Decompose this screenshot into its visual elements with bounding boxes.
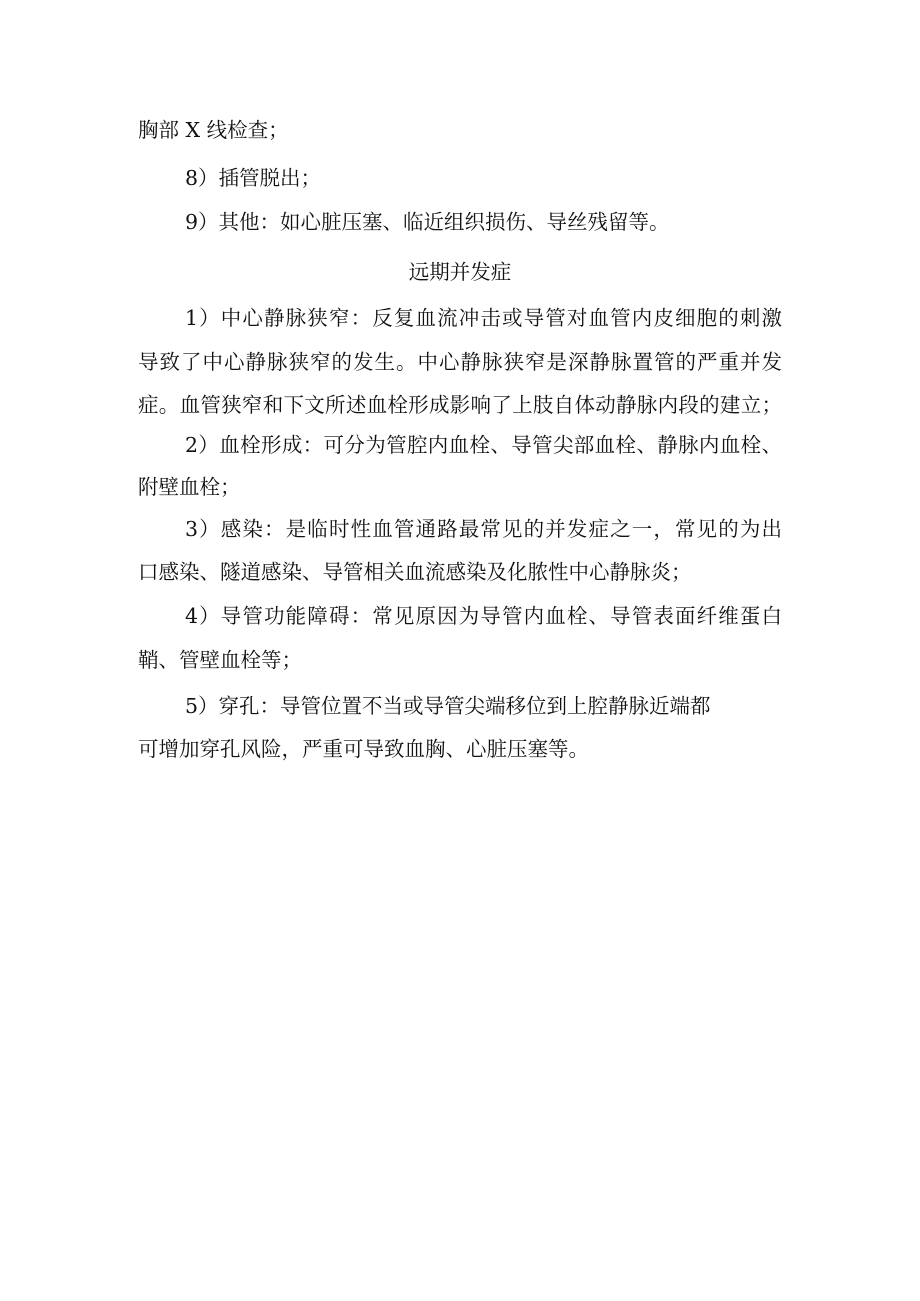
list-item-2-line-1: 2）血栓形成：可分为管腔内血栓、导管尖部血栓、静脉内血栓、 [185, 433, 782, 457]
list-item-1-line-3: 症。血管狭窄和下文所述血栓形成影响了上肢自体动静脉内段的建立； [138, 393, 782, 417]
list-item-8: 8）插管脱出； [185, 166, 322, 190]
list-item-1-line-1: 1）中心静脉狭窄：反复血流冲击或导管对血管内皮细胞的刺激 [185, 306, 782, 330]
list-item-5-line-1: 5）穿孔：导管位置不当或导管尖端移位到上腔静脉近端都 [185, 694, 711, 718]
text-line-chest-xray: 胸部 X 线检查； [138, 118, 289, 142]
list-item-9: 9）其他：如心脏压塞、临近组织损伤、导丝残留等。 [185, 210, 670, 234]
list-item-3-line-1: 3）感染：是临时性血管通路最常见的并发症之一，常见的为出 [185, 517, 782, 541]
list-item-4-line-1: 4）导管功能障碍：常见原因为导管内血栓、导管表面纤维蛋白 [185, 604, 782, 628]
list-item-5-line-2: 可增加穿孔风险，严重可导致血胸、心脏压塞等。 [138, 737, 589, 761]
section-heading: 远期并发症 [408, 260, 512, 284]
list-item-3-line-2: 口感染、隧道感染、导管相关血流感染及化脓性中心静脉炎； [138, 560, 692, 584]
list-item-4-line-2: 鞘、管壁血栓等； [138, 648, 302, 672]
list-item-1-line-2: 导致了中心静脉狭窄的发生。中心静脉狭窄是深静脉置管的严重并发 [138, 350, 782, 374]
list-item-2-line-2: 附壁血栓； [138, 475, 241, 499]
